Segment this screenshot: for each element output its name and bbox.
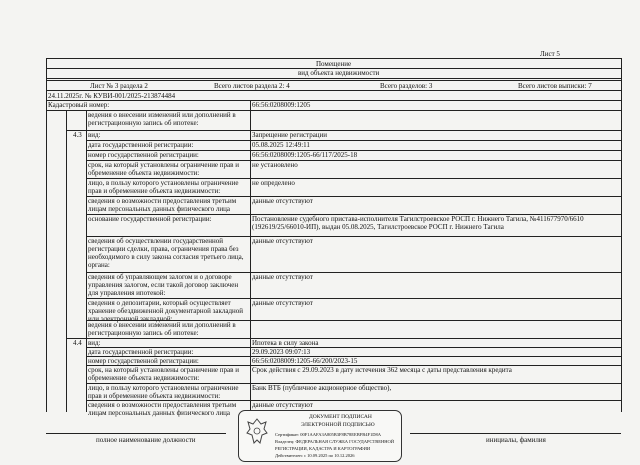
entry-4-4-num: 4.4 — [73, 339, 82, 347]
row-value: данные отсутствуют — [252, 197, 313, 205]
stamp-subtitle: ЭЛЕКТРОННОЙ ПОДПИСЬЮ — [301, 422, 375, 428]
row-label: ведения о внесении изменений или дополнений в регистрационную запись об ипотеке: — [88, 321, 236, 337]
coat-of-arms-icon — [245, 417, 269, 447]
row-value: Срок действия с 29.09.2023 в дату истечения 362 месяца с даты представления кредита — [252, 366, 512, 374]
footer-name: инициалы, фамилия — [486, 436, 546, 444]
row-label: сведения о возможности предоставления третьим лицам персональных данных физического лица — [88, 401, 237, 417]
row-label: лицо, в пользу которого установлены ограничение прав и обременение объекта недвижимости: — [88, 179, 239, 195]
footer-position: полное наименование должности — [96, 436, 196, 444]
row-label: сведения об осуществлении государственной регистрации сделки, права, ограничения права без необходимого в силу закона согласия третьего лица, органа: — [88, 237, 244, 269]
object-type: Помещение — [316, 60, 352, 68]
row-label: сведения о депозитарии, который осуществляет хранение обездвиженной документарной закладной или электронной закладной: — [88, 299, 244, 323]
row-value: не определено — [252, 179, 295, 187]
row-label: вид: — [88, 131, 101, 139]
row-value: 66:56:0208009:1205-66/200/2023-15 — [252, 357, 358, 365]
row-value: не установлено — [252, 161, 298, 169]
row-value: 29.09.2023 09:07:13 — [252, 348, 311, 356]
cadastral-label: Кадастровый номер: — [48, 101, 110, 109]
e-signature-stamp — [238, 410, 402, 462]
section-sheet: Лист № 3 раздела 2 — [90, 82, 148, 90]
row-value: Ипотека в силу закона — [252, 339, 319, 347]
date-number: 24.11.2025г. № КУВИ-001/2025-213874484 — [48, 92, 176, 100]
row-value: 66:56:0208009:1205-66/117/2025-18 — [252, 151, 358, 159]
row-value: данные отсутствуют — [252, 401, 313, 409]
row-value: Постановление судебного пристава-исполнителя Тагилстроевское РОСП г. Нижнего Тагила, №411677970/6610 (192619/25/66010-ИП), выдан 05.08.2025, Тагилстроевское РОСП г. Нижнего Тагила — [252, 215, 584, 231]
cadastral-value: 66:56:0208009:1205 — [252, 101, 311, 109]
row-label: номер государственной регистрации: — [88, 151, 199, 159]
row-value: данные отсутствуют — [252, 299, 313, 307]
stamp-title: ДОКУМЕНТ ПОДПИСАН — [309, 414, 372, 420]
row-value: Запрещение регистрации — [252, 131, 328, 139]
row-value: 05.08.2025 12:49:11 — [252, 141, 310, 149]
stamp-valid: Действителен: с 10.09.2025 по 10.12.2026 — [275, 453, 355, 458]
section-total: Всего листов раздела 2: 4 — [214, 82, 290, 90]
row-label: сведения о возможности предоставления третьим лицам персональных данных физического лица — [88, 197, 237, 213]
sections-total: Всего разделов: 3 — [380, 82, 433, 90]
entry-4-3-num: 4.3 — [73, 131, 82, 139]
row-value: данные отсутствуют — [252, 237, 313, 245]
row-label: срок, на который установлены ограничение прав и обременение объекта недвижимости: — [88, 161, 239, 177]
row-label: дата государственной регистрации: — [88, 348, 194, 356]
row-value: Банк ВТБ (публичное акционерное общество), — [252, 384, 392, 392]
extract-total: Всего листов выписки: 7 — [518, 82, 592, 90]
sheet-number: Лист 5 — [540, 50, 560, 58]
stamp-owner: Владелец: ФЕДЕРАЛЬНАЯ СЛУЖБА ГОСУДАРСТВЕННОЙ — [275, 439, 395, 444]
row-label: срок, на который установлены ограничение прав и обременение объекта недвижимости: — [88, 366, 239, 382]
row-label: лицо, в пользу которого установлены ограничение прав и обременение объекта недвижимости: — [88, 384, 239, 400]
row-label: вид: — [88, 339, 101, 347]
row-label: номер государственной регистрации: — [88, 357, 199, 365]
object-type-caption: вид объекта недвижимости — [298, 69, 380, 77]
row-label: основание государственной регистрации: — [88, 215, 212, 223]
row-label: сведения об управляющем залогом и о договоре управления залогом, если такой договор заключен для управления ипотекой: — [88, 273, 239, 297]
row-value: данные отсутствуют — [252, 273, 313, 281]
stamp-certificate: Сертификат: 00F1AAFA3A805B3F8B78EEBFB4F1D8A — [275, 432, 381, 437]
changes-label-top: ведения о внесении изменений или дополнений в регистрационную запись об ипотеке: — [88, 111, 236, 127]
row-label: дата государственной регистрации: — [88, 141, 194, 149]
stamp-owner-cont: РЕГИСТРАЦИИ, КАДАСТРА И КАРТОГРАФИИ — [275, 446, 371, 451]
